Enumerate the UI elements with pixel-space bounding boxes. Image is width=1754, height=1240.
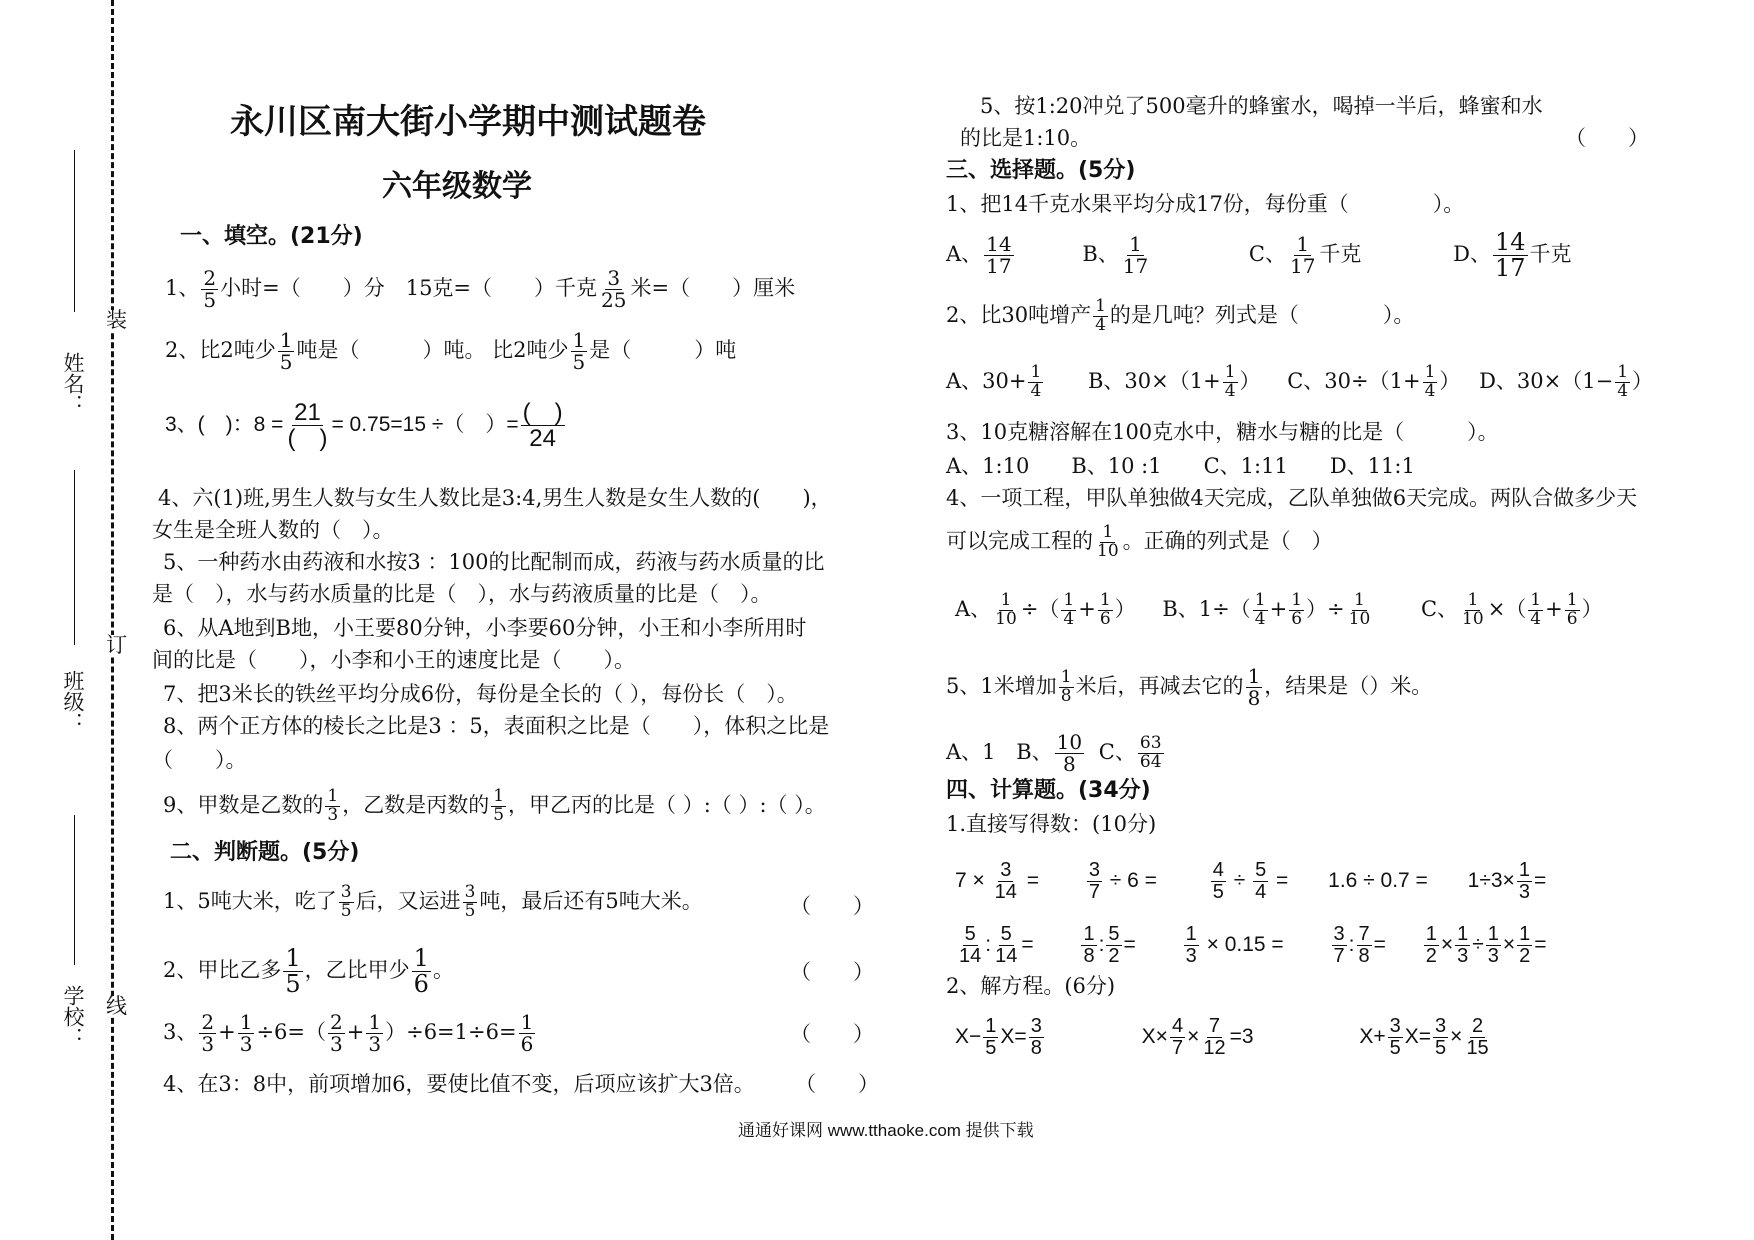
section-choice-title: 三、选择题。(5分) bbox=[946, 158, 1136, 183]
name-label: 姓名： bbox=[61, 352, 85, 415]
s3-q2-options: A、30+ $\frac{1}{4}$ B、30×（1+ $\frac{1}{4}$ ） C、30÷（1+ $\frac{1}{4}$ ） D、30×（1− $\frac{1}{4}$ ） bbox=[946, 362, 1654, 401]
s1-q7: 7、把3米长的铁丝平均分成6份，每份是全长的（ ），每份长（ ）。 bbox=[163, 682, 798, 706]
s3-q5: 5、1米增加 $\frac{1}{8}$ 米后，再减去它的 $\frac{1}{8}$ ，结果是（）米。 bbox=[946, 664, 1433, 710]
binding-mark-xian: 线 bbox=[106, 994, 127, 1018]
s1-q8-line2: （ ）。 bbox=[152, 748, 247, 772]
s3-q4-line1: 4、一项工程，甲队单独做4天完成，乙队单独做6天完成。两队合做多少天 bbox=[946, 486, 1638, 510]
s3-q1: 1、把14千克水果平均分成17份，每份重（ ）。 bbox=[946, 192, 1465, 216]
s3-q3-options: A、1:10 B、10 :1 C、1:11 D、11:1 bbox=[946, 454, 1415, 478]
binding-mark-zhuang: 装 bbox=[106, 308, 127, 332]
s1-q5-line2: 是（ ），水与药水质量的比是（ ），水与药液质量的比是（ ）。 bbox=[152, 582, 772, 606]
s2-q5-line1: 5、按1:20冲兑了500毫升的蜂蜜水，喝掉一半后，蜂蜜和水 bbox=[980, 94, 1543, 118]
class-label: 班级： bbox=[61, 670, 85, 733]
s1-q4-line2: 女生是全班人数的（ ）。 bbox=[152, 518, 394, 542]
footer-source: 通通好课网 www.tthaoke.com 提供下载 bbox=[738, 1121, 1034, 1140]
s1-q4-line1: 4、六(1)班,男生人数与女生人数比是3:4,男生人数是女生人数的( )， bbox=[158, 486, 832, 510]
school-blank-line bbox=[74, 815, 75, 965]
s3-q3: 3、10克糖溶解在100克水中，糖水与糖的比是（ ）。 bbox=[946, 420, 1499, 444]
s3-q4-options: A、 $\frac{1}{10}$ ÷（ $\frac{1}{4}$ + $\frac{1}{6}$ ） B、1÷（ $\frac{1}{4}$ + $\frac{1}{6}$ ）÷ $\frac{1}{10}$ C、 $\frac{1}{10}$ ×（ $\frac{1}{4}$ + $\frac{1}{6}$ ） bbox=[955, 590, 1603, 629]
section-fill-blank-title: 一、填空。(21分) bbox=[180, 224, 363, 249]
binding-dashed-line bbox=[111, 0, 114, 1240]
s2-q2: 2、甲比乙多 $\frac{1}{5}$ ，乙比甲少 $\frac{1}{6}$ 。 bbox=[163, 944, 454, 999]
s1-q9: 9、甲数是乙数的 $\frac{1}{3}$ ，乙数是丙数的 $\frac{1}{5}$ ，甲乙丙的比是（ ）:（ ）:（ ）。 bbox=[163, 786, 826, 825]
s2-q1: 1、5吨大米，吃了 $\frac{3}{5}$ 后，又运进 $\frac{3}{5}$ 吨，最后还有5吨大米。 bbox=[163, 882, 703, 921]
s4-mental-row2: $\frac{5}{14}$ : $\frac{5}{14}$ = $\frac{1}{8}$ : $\frac{5}{2}$ = $\frac{1}{3}$ × 0.15 = $\frac{3}{7}$ : $\frac{7}{8}$ = $\frac{1}{2}$ × $\frac{1}{3}$ ÷ $\frac{1}{3}$ × $\frac{1}{2}$ = bbox=[959, 923, 1547, 967]
s4-equations: X− $\frac{1}{5}$ X= $\frac{3}{8}$ X× $\frac{4}{7}$ × $\frac{7}{12}$ =3 X+ $\frac{3}{5}$ X= $\frac{3}{5}$ × $\frac{2}{15}$ bbox=[955, 1015, 1489, 1059]
s1-q6-line1: 6、从A地到B地，小王要80分钟，小李要60分钟，小王和小李所用时 bbox=[163, 616, 807, 640]
s1-q6-line2: 间的比是（ ），小李和小王的速度比是（ ）。 bbox=[152, 648, 635, 672]
s2-q3: 3、 $\frac{2}{3}$ + $\frac{1}{3}$ ÷6=（ $\frac{2}{3}$ + $\frac{1}{3}$ ）÷6=1÷6= $\frac{1}{6}$ bbox=[163, 1010, 534, 1056]
section-judge-title: 二、判断题。(5分) bbox=[170, 840, 360, 865]
s2-q2-answer-paren[interactable]: （ ） bbox=[790, 960, 874, 984]
s3-q5-options: A、1 B、 $\frac{10}{8}$ C、 $\frac{63}{64}$ bbox=[946, 730, 1162, 776]
exam-title: 永川区南大街小学期中测试题卷 bbox=[230, 102, 706, 142]
s4-mental-row1: 7 × $\frac{3}{14}$ = $\frac{3}{7}$ ÷ 6 = $\frac{4}{5}$ ÷ $\frac{5}{4}$ = 1.6 ÷ 0.7 = 1÷3× $\frac{1}{3}$ = bbox=[955, 859, 1547, 903]
binding-mark-ding: 订 bbox=[106, 633, 127, 657]
s1-q3: 3、( )：8 = 21 ( ) = 0.75=15 ÷（ ）= ( ) 24 bbox=[165, 399, 563, 453]
s2-q3-answer-paren[interactable]: （ ） bbox=[790, 1022, 874, 1046]
s2-q5-answer-paren[interactable]: （ ） bbox=[1565, 126, 1649, 150]
s2-q1-answer-paren[interactable]: （ ） bbox=[790, 894, 874, 918]
s1-q1: 1、 $\frac{2}{5}$ 小时=（ ）分 15克=（ ）千克 $\frac{3}{25}$ 米=（ ）厘米 bbox=[165, 266, 796, 312]
s3-q1-options: A、 $\frac{14}{17}$ B、 $\frac{1}{17}$ C、 $\frac{1}{17}$ 千克 D、 $\frac{14}{17}$ 千克 bbox=[946, 228, 1572, 283]
s2-q4-answer-paren[interactable]: （ ） bbox=[795, 1072, 879, 1096]
class-blank-line bbox=[74, 470, 75, 645]
s1-q8-line1: 8、两个正方体的棱长之比是3 ：5，表面积之比是（ ），体积之比是 bbox=[163, 714, 830, 738]
exam-subtitle: 六年级数学 bbox=[382, 169, 532, 204]
s2-q4: 4、在3：8中，前项增加6，要使比值不变，后项应该扩大3倍。 bbox=[163, 1072, 755, 1096]
s4-sub1: 1.直接写得数：(10分) bbox=[946, 812, 1157, 836]
s2-q5-line2: 的比是1:10。 bbox=[960, 126, 1092, 150]
s3-q2: 2、比30吨增产 $\frac{1}{4}$ 的是几吨？列式是（ ）。 bbox=[946, 296, 1415, 335]
s3-q4-line2: 可以完成工程的 $\frac{1}{10}$ 。正确的列式是（ ） bbox=[946, 522, 1333, 561]
school-label: 学校： bbox=[61, 985, 85, 1048]
s4-sub2: 2、解方程。(6分) bbox=[946, 974, 1116, 998]
name-blank-line bbox=[74, 150, 75, 312]
s1-q5-line1: 5、一种药水由药液和水按3 ：100的比配制而成，药液与药水质量的比 bbox=[163, 550, 825, 574]
s1-q2: 2、比2吨少 $\frac{1}{5}$ 吨是（ ）吨。 比2吨少 $\frac{1}{5}$ 是（ ）吨 bbox=[165, 328, 737, 374]
section-calc-title: 四、计算题。(34分) bbox=[946, 778, 1151, 803]
